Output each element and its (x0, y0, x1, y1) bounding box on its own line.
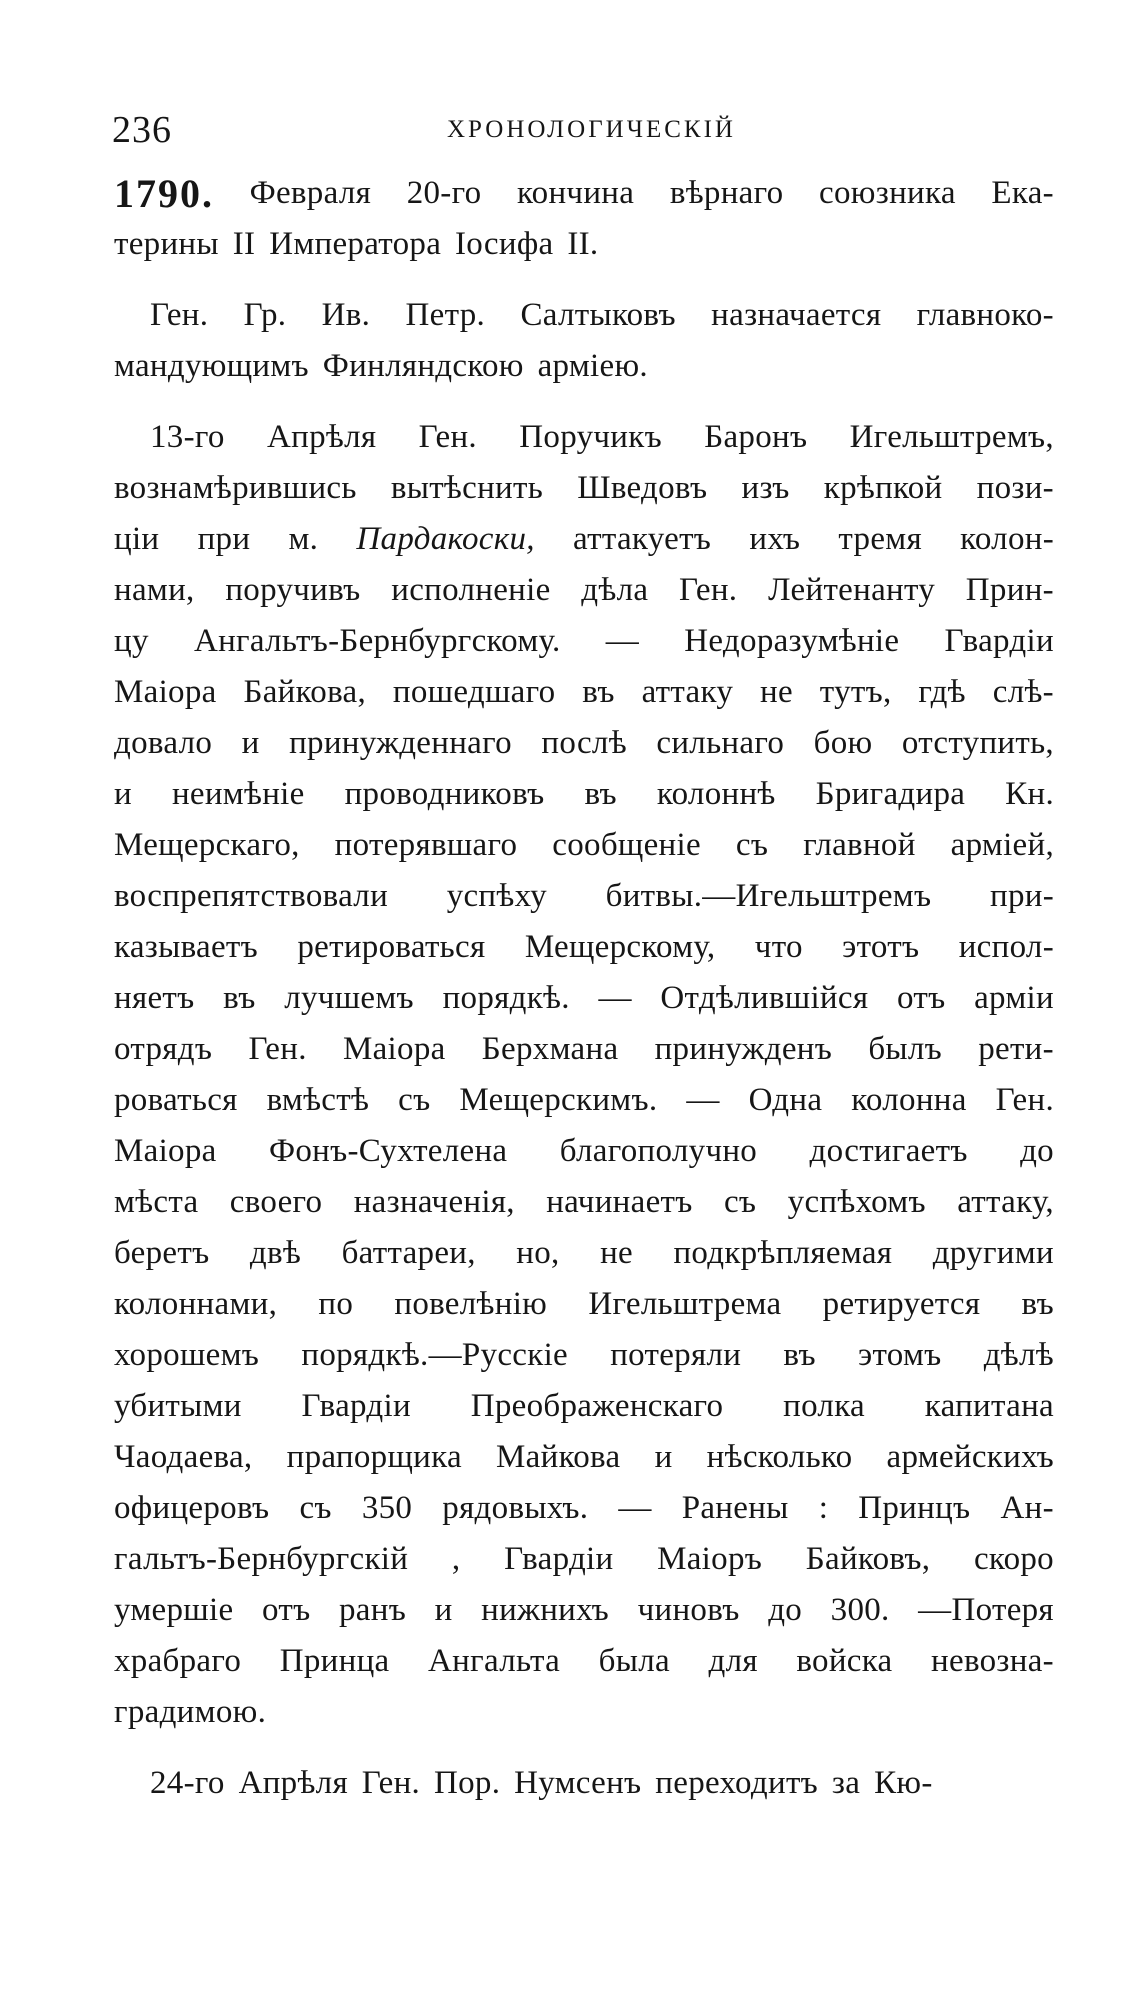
text-line: колоннами, по повелѣнію Игельштрема ретируется въ (114, 1286, 1054, 1322)
text-line: и неимѣніе проводниковъ въ колоннѣ Бригадира Кн. (114, 776, 1054, 812)
text-line: хорошемъ порядкѣ.—Русскіе потеряли въ этомъ дѣлѣ (114, 1337, 1054, 1373)
text-line: Ген. Гр. Ив. Петр. Салтыковъ назначается главноко- (150, 297, 1054, 333)
text-line: воспрепятствовали успѣху битвы.—Игельштремъ при- (114, 878, 1054, 914)
paragraph-gap (114, 270, 1054, 290)
text-line: умершіе отъ ранъ и нижнихъ чиновъ до 300. —Потеря (114, 1592, 1054, 1628)
text-line: отрядъ Ген. Маіора Берхмана принужденъ былъ рети- (114, 1031, 1054, 1067)
text-line: ціи при м. Пардакоски, аттакуетъ ихъ тремя колон- (114, 521, 1054, 557)
text-line: роваться вмѣстѣ съ Мещерскимъ. — Одна колонна Ген. (114, 1082, 1054, 1118)
running-head (112, 108, 1052, 151)
text-line: цу Ангальтъ-Бернбургскому. — Недоразумѣніе Гвардіи (114, 623, 1054, 659)
text-line: беретъ двѣ баттареи, но, не подкрѣпляемая другими (114, 1235, 1054, 1271)
text-line: довало и принужденнаго послѣ сильнаго бою отступить, (114, 725, 1054, 761)
text-line: нами, поручивъ исполненіе дѣла Ген. Лейтенанту Прин- (114, 572, 1054, 608)
running-head-title: ХРОНОЛОГИЧЕСКІЙ (447, 116, 736, 143)
text-line: 13-го Апрѣля Ген. Поручикъ Баронъ Игельштремъ, (150, 419, 1054, 455)
body-text (114, 168, 1054, 1809)
text-line: терины II Императора Іосифа II. (114, 226, 599, 262)
text-line: няетъ въ лучшемъ порядкѣ. — Отдѣлившійся отъ арміи (114, 980, 1054, 1016)
paragraph (114, 168, 1054, 270)
text-line: 24-го Апрѣля Ген. Пор. Нумсенъ переходитъ за Кю- (150, 1765, 933, 1801)
text-line: мѣста своего назначенія, начинаетъ съ успѣхомъ аттаку, (114, 1184, 1054, 1220)
text-line: градимою. (114, 1694, 267, 1730)
paragraph-gap (114, 392, 1054, 412)
text-line: 1790. Февраля 20-го кончина вѣрнаго союзника Ека- (114, 171, 1054, 216)
text-line: офицеровъ съ 350 рядовыхъ. — Ранены : Принцъ Ан- (114, 1490, 1054, 1526)
text-line: вознамѣрившись вытѣснить Шведовъ изъ крѣпкой пози- (114, 470, 1054, 506)
text-line: храбраго Принца Ангальта была для войска невозна- (114, 1643, 1054, 1679)
paragraph (114, 290, 1054, 392)
paragraph-gap (114, 1738, 1054, 1758)
text-line: гальтъ-Бернбургскій , Гвардіи Маіоръ Байковъ, скоро (114, 1541, 1054, 1577)
text-line: Маіора Фонъ-Сухтелена благополучно достигаетъ до (114, 1133, 1054, 1169)
page-number: 236 (112, 109, 172, 151)
text-line: убитыми Гвардіи Преображенскаго полка капитана (114, 1388, 1054, 1424)
text-line: мандующимъ Финляндскою арміею. (114, 348, 648, 384)
text-line: Чаодаева, прапорщика Майкова и нѣсколько армейскихъ (114, 1439, 1054, 1475)
paragraph (114, 412, 1054, 1738)
paragraph (114, 1758, 1054, 1809)
text-line: казываетъ ретироваться Мещерскому, что этотъ испол- (114, 929, 1054, 965)
text-line: Маіора Байкова, пошедшаго въ аттаку не тутъ, гдѣ слѣ- (114, 674, 1054, 710)
text-line: Мещерскаго, потерявшаго сообщеніе съ главной арміей, (114, 827, 1054, 863)
